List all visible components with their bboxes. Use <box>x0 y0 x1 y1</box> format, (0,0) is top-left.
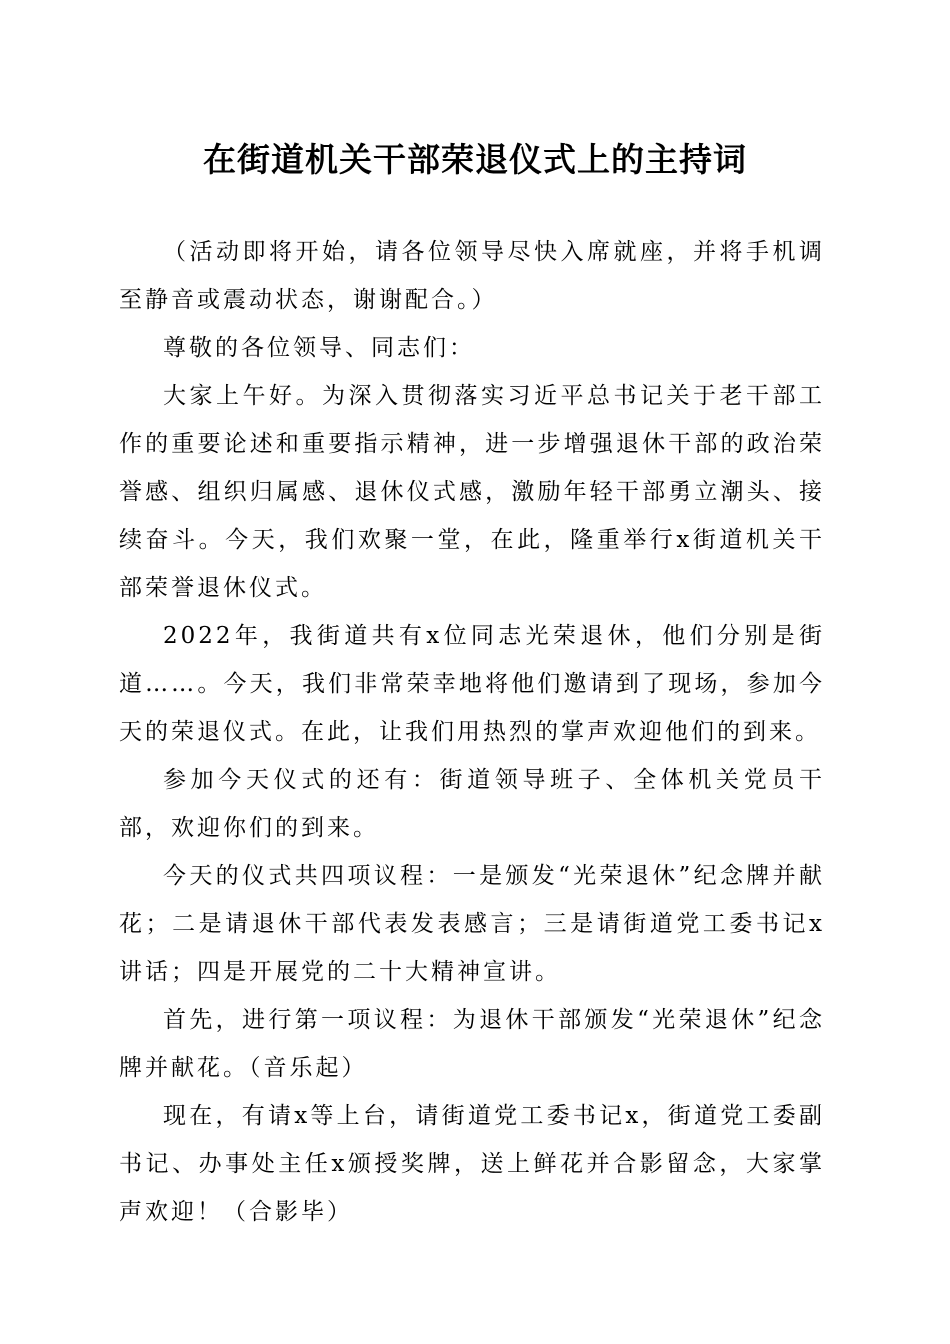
paragraph-first-item: 首先，进行第一项议程：为退休干部颁发“光荣退休”纪念牌并献花。（音乐起） <box>119 1007 825 1081</box>
paragraph-agenda: 今天的仪式共四项议程：一是颁发“光荣退休”纪念牌并献花；二是请退休干部代表发表感言；三是请街道党工委书记x讲话；四是开展党的二十大精神宣讲。 <box>119 863 825 985</box>
document-title: 在街道机关干部荣退仪式上的主持词 <box>203 140 747 179</box>
paragraph-salutation: 尊敬的各位领导、同志们： <box>163 335 475 361</box>
paragraph-attendees: 参加今天仪式的还有：街道领导班子、全体机关党员干部，欢迎你们的到来。 <box>119 767 825 841</box>
paragraph-greeting: 大家上午好。为深入贯彻落实习近平总书记关于老干部工作的重要论述和重要指示精神，进一步增强退休干部的政治荣誉感、组织归属感、退休仪式感，激励年轻干部勇立潮头、接续奋斗。今天，我们欢聚一堂，在此，隆重举行x街道机关干部荣誉退休仪式。 <box>119 383 825 601</box>
paragraph-opening-notice: （活动即将开始，请各位领导尽快入席就座，并将手机调至静音或震动状态，谢谢配合。） <box>119 239 825 313</box>
paragraph-award: 现在，有请x等上台，请街道党工委书记x，街道党工委副书记、办事处主任x颁授奖牌，送上鲜花并合影留念，大家掌声欢迎！（合影毕） <box>119 1103 825 1225</box>
paragraph-retirees: 2022年，我街道共有x位同志光荣退休，他们分别是街道……。今天，我们非常荣幸地将他们邀请到了现场，参加今天的荣退仪式。在此，让我们用热烈的掌声欢迎他们的到来。 <box>119 623 825 745</box>
document-body <box>119 228 825 1236</box>
